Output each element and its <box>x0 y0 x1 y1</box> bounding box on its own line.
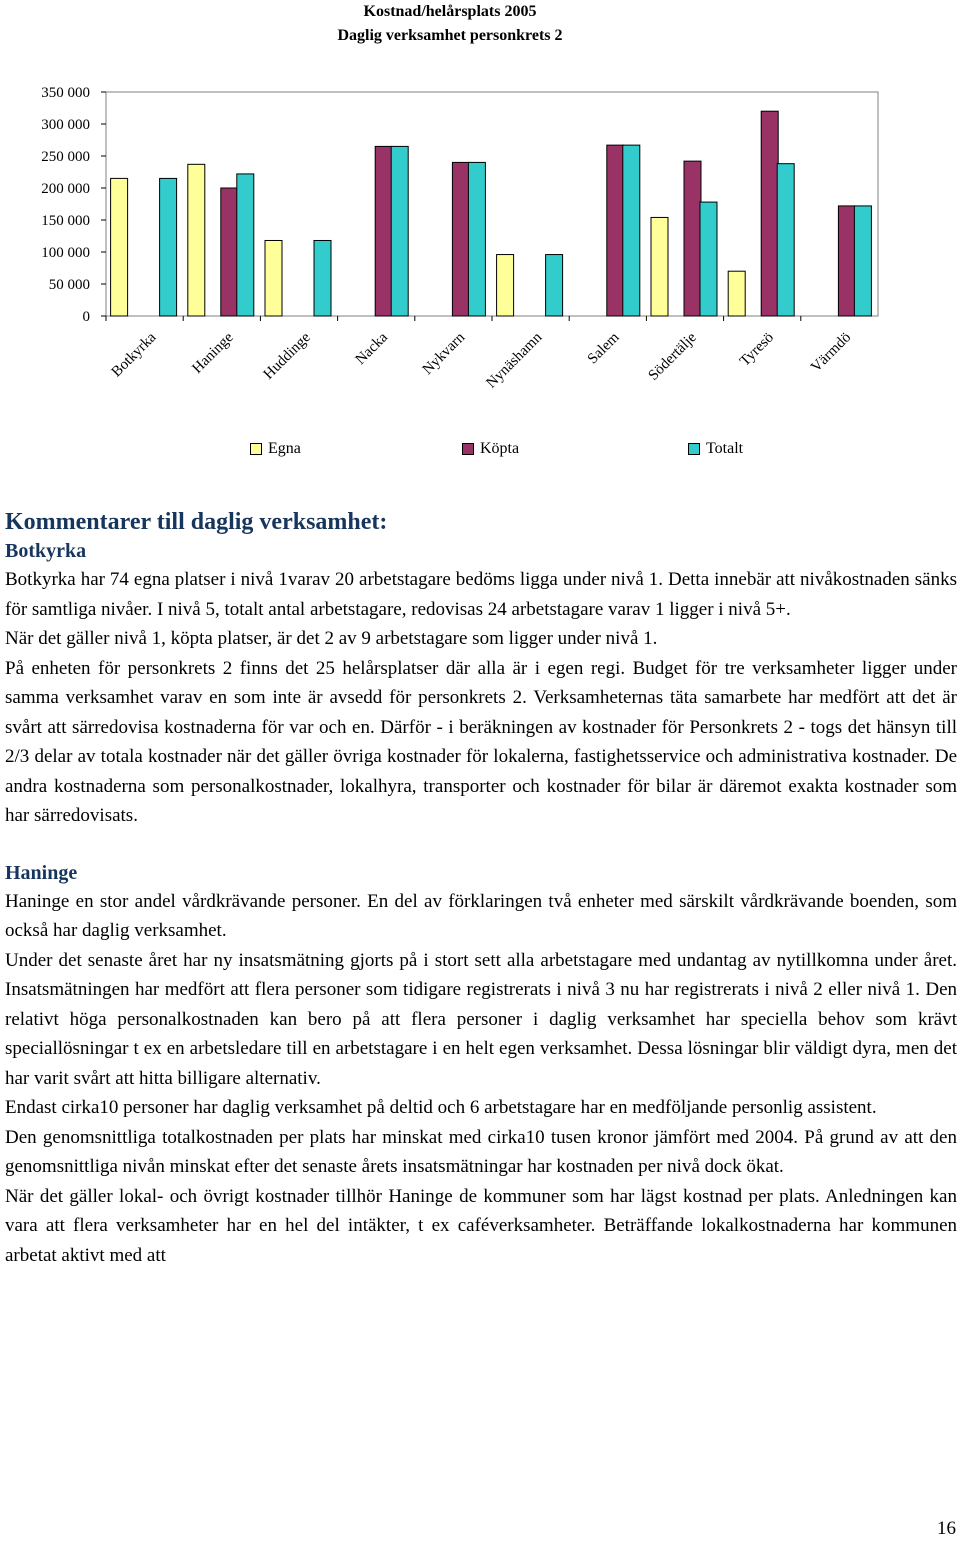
legend-label-kopta: Köpta <box>480 440 520 457</box>
botkyrka-paragraph-1: Botkyrka har 74 egna platser i nivå 1varav 20 arbetstagare bedöms ligga under nivå 1. Detta innebär att nivåkostnaden sänks för samtliga nivåer. I nivå 5, totalt antal arbetstagare, redovisas 24 arbetstagare varav 1 ligger i nivå 5+. <box>5 569 957 620</box>
y-tick-label: 100 000 <box>41 245 90 261</box>
x-tick-label: Salem <box>584 329 623 368</box>
bar-kpta-4 <box>375 146 392 316</box>
legend-item-totalt <box>688 440 743 458</box>
haninge-paragraph-1: Haninge en stor andel vårdkrävande personer. En del av förklaringen två enheter med särskilt vårdkrävande boenden, som också har daglig verksamhet. <box>5 890 957 941</box>
legend-label-egna: Egna <box>268 440 301 457</box>
x-tick-label: Botkyrka <box>108 329 160 381</box>
bar-totalt-10 <box>854 206 871 316</box>
y-tick-label: 150 000 <box>41 213 90 229</box>
bar-kpta-8 <box>684 161 701 316</box>
bar-egna-1 <box>111 178 128 316</box>
bar-chart <box>0 60 960 440</box>
y-tick-label: 200 000 <box>41 181 90 197</box>
haninge-paragraph-5: När det gäller lokal- och övrigt kostnader tillhör Haninge de kommuner som har lägst kostnad per plats. Anledningen kan vara att flera verksamheter har en hel del intäkter, t ex caféverksamheter. Beträffande lokalkostnaderna har kommunen arbetat aktivt med att <box>5 1185 957 1266</box>
legend-swatch-egna <box>250 443 262 455</box>
bar-totalt-8 <box>700 202 717 316</box>
x-tick-label: Värmdö <box>808 329 855 376</box>
botkyrka-paragraph-3: På enheten för personkrets 2 finns det 25 helårsplatser där alla är i egen regi. Budget för tre verksamheter ligger under samma verksamhet varav en som inte är avsedd för personkrets 2. Verksamheternas täta samarbete har medfört att det är svårt att särredovisa kostnaderna för var och en. Därför - i beräkningen av kostnader för Personkrets 2 - togs det hänsyn till 2/3 delar av totala kostnader när det gäller övriga kostnader för lokalerna, fastighetsservice och administrativa kostnader. De andra kostnaderna som personalkostnader, lokalhyra, transporter och kostnader för bilar är däremot exakta kostnader som har särredovisats. <box>5 657 957 826</box>
bar-egna-6 <box>497 255 514 316</box>
chart-title: Kostnad/helårsplats 2005 <box>363 3 537 20</box>
bar-totalt-6 <box>546 255 563 316</box>
botkyrka-heading: Botkyrka <box>5 540 87 562</box>
x-tick-label: Södertälje <box>645 329 700 384</box>
comments-section <box>5 508 957 1270</box>
bar-kpta-2 <box>221 188 238 316</box>
y-tick-label: 300 000 <box>41 117 90 133</box>
bar-kpta-10 <box>838 206 855 316</box>
haninge-paragraph-4: Den genomsnittliga totalkostnaden per plats har minskat med cirka10 tusen kronor jämfört med 2004. På grund av att den genomsnittliga nivån minskat efter det senaste årets insatsmätningar har kostnaden per nivå dock ökat. <box>5 1126 957 1177</box>
bar-totalt-2 <box>237 174 254 316</box>
y-tick-label: 250 000 <box>41 149 90 165</box>
bar-egna-3 <box>265 240 282 316</box>
haninge-heading: Haninge <box>5 861 78 884</box>
y-tick-label: 350 000 <box>41 85 90 101</box>
y-tick-label: 50 000 <box>48 277 90 293</box>
bar-totalt-5 <box>468 162 485 316</box>
legend-swatch-totalt <box>688 443 700 455</box>
x-tick-label: Haninge <box>189 329 237 377</box>
botkyrka-paragraph-2: När det gäller nivå 1, köpta platser, är det 2 av 9 arbetstagare som ligger under nivå 1. <box>5 628 658 649</box>
x-tick-label: Nynäshamn <box>483 329 546 392</box>
bar-totalt-4 <box>391 146 408 316</box>
x-tick-label: Nykvarn <box>419 329 469 378</box>
legend-item-egna <box>250 440 301 458</box>
legend-label-totalt: Totalt <box>706 440 744 457</box>
y-tick-label: 0 <box>82 309 90 325</box>
bar-totalt-1 <box>160 178 177 316</box>
x-tick-label: Nacka <box>352 329 392 368</box>
bar-totalt-9 <box>777 164 794 316</box>
bar-egna-9 <box>728 271 745 316</box>
bar-kpta-7 <box>607 145 624 316</box>
haninge-paragraph-2: Under det senaste året har ny insatsmätning gjorts på i stort sett alla arbetstagare med undantag av nytillkomna under året. Insatsmätningen har medfört att flera personer som tidigare registrerats i nivå 3 nu har registrerats i nivå 2 eller nivå 1. Den relativt höga personalkostnaden kan bero på att flera personer i daglig verksamhet har speciella behov som krävt speciallösningar t ex en arbetsledare till en arbetstagare i en helt egen verksamhet. Dessa lösningar blir väldigt dyra, men det har varit svårt att hitta billigare alternativ. <box>5 949 957 1089</box>
page-number: 16 <box>937 1518 956 1539</box>
plot-area <box>41 85 878 391</box>
bar-egna-8 <box>651 217 668 316</box>
bar-kpta-5 <box>452 162 469 316</box>
comments-heading: Kommentarer till daglig verksamhet: <box>5 509 388 535</box>
chart-subtitle: Daglig verksamhet personkrets 2 <box>337 27 563 44</box>
x-tick-label: Huddinge <box>260 329 314 383</box>
bar-totalt-3 <box>314 240 331 316</box>
bar-totalt-7 <box>623 145 640 316</box>
legend-item-kopta <box>462 440 519 458</box>
legend-swatch-kopta <box>462 443 474 455</box>
chart-legend <box>0 440 960 464</box>
bar-kpta-9 <box>761 111 778 316</box>
bar-egna-2 <box>188 164 205 316</box>
haninge-paragraph-3: Endast cirka10 personer har daglig verksamhet på deltid och 6 arbetstagare har en medföljande personlig assistent. <box>5 1097 877 1118</box>
x-tick-label: Tyresö <box>736 329 778 370</box>
